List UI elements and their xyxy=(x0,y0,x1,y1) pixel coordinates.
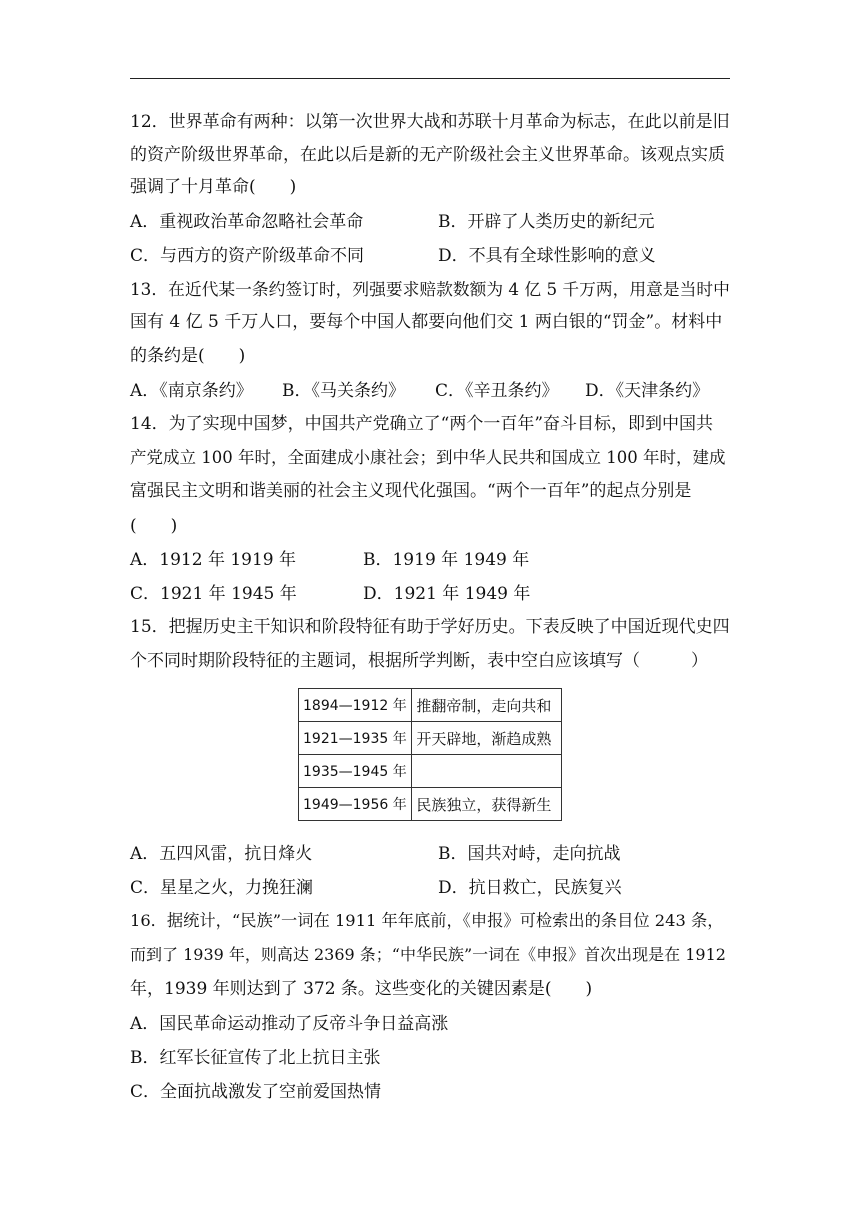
question-13-option-d[interactable]: D．《天津条约》 xyxy=(585,381,710,401)
question-12-option-d[interactable]: D．不具有全球性影响的意义 xyxy=(438,246,656,266)
table-cell-theme: 民族独立，获得新生 xyxy=(412,788,562,821)
question-13-option-c[interactable]: C．《辛丑条约》 xyxy=(435,381,559,401)
question-15-line-2: 个不同时期阶段特征的主题词，根据所学判断，表中空白应该填写（ ） xyxy=(130,651,708,671)
question-14-line-1: 14．为了实现中国梦，中国共产党确立了“两个一百年”奋斗目标，即到中国共 xyxy=(130,414,714,434)
question-15-option-a[interactable]: A．五四风雷，抗日烽火 xyxy=(130,844,313,864)
question-14-option-c[interactable]: C．1921 年 1945 年 xyxy=(130,584,297,604)
table-row xyxy=(299,788,562,821)
question-14-option-b[interactable]: B．1919 年 1949 年 xyxy=(363,550,530,570)
question-16-line-3: 年，1939 年则达到了 372 条。这些变化的关键因素是( ) xyxy=(130,979,593,999)
table-cell-blank xyxy=(412,755,562,788)
table-cell-period: 1949—1956 年 xyxy=(299,788,412,821)
question-15-line-1: 15．把握历史主干知识和阶段特征有助于学好历史。下表反映了中国近现代史四 xyxy=(130,617,730,637)
question-16-option-a[interactable]: A．国民革命运动推动了反帝斗争日益高涨 xyxy=(130,1014,449,1034)
question-12-line-3: 强调了十月革命( ) xyxy=(130,177,297,197)
question-14-line-2: 产党成立 100 年时，全面建成小康社会；到中华人民共和国成立 100 年时，建成 xyxy=(130,448,726,467)
table-cell-theme: 开天辟地，渐趋成熟 xyxy=(412,722,562,755)
question-15-option-d[interactable]: D．抗日救亡，民族复兴 xyxy=(438,878,622,898)
table-cell-period: 1894—1912 年 xyxy=(299,689,412,722)
period-theme-table xyxy=(298,688,562,821)
table-row xyxy=(299,755,562,788)
table-row xyxy=(299,689,562,722)
question-12-option-b[interactable]: B．开辟了人类历史的新纪元 xyxy=(438,212,655,232)
question-16-line-2: 而到了 1939 年，则高达 2369 条；“中华民族”一词在《申报》首次出现是在 1912 xyxy=(130,945,726,964)
question-13-line-1: 13．在近代某一条约签订时，列强要求赔款数额为 4 亿 5 千万两，用意是当时中 xyxy=(130,279,730,299)
question-15-option-b[interactable]: B．国共对峙，走向抗战 xyxy=(438,844,621,864)
question-16-line-1: 16．据统计，“民族”一词在 1911 年年底前，《申报》可检索出的条目位 243 条， xyxy=(130,911,724,930)
table-row xyxy=(299,722,562,755)
header-rule xyxy=(130,78,730,79)
question-12-option-a[interactable]: A．重视政治革命忽略社会革命 xyxy=(130,212,364,232)
question-12-option-c[interactable]: C．与西方的资产阶级革命不同 xyxy=(130,246,365,266)
table-cell-period: 1935—1945 年 xyxy=(299,755,412,788)
question-13-line-2: 国有 4 亿 5 千万人口，要每个中国人都要向他们交 1 两白银的“罚金”。材料中 xyxy=(130,312,723,332)
question-15-option-c[interactable]: C．星星之火，力挽狂澜 xyxy=(130,878,314,898)
question-13-option-b[interactable]: B．《马关条约》 xyxy=(282,381,405,401)
question-14-option-a[interactable]: A．1912 年 1919 年 xyxy=(130,550,297,570)
question-13-option-a[interactable]: A．《南京条约》 xyxy=(130,381,253,401)
question-16-option-b[interactable]: B．红军长征宣传了北上抗日主张 xyxy=(130,1048,381,1068)
question-14-line-4: ( ) xyxy=(130,516,178,536)
question-16-option-c[interactable]: C．全面抗战激发了空前爱国热情 xyxy=(130,1082,382,1102)
question-14-line-3: 富强民主文明和谐美丽的社会主义现代化强国。“两个一百年”的起点分别是 xyxy=(130,481,692,501)
table-cell-period: 1921—1935 年 xyxy=(299,722,412,755)
question-14-option-d[interactable]: D．1921 年 1949 年 xyxy=(363,584,531,604)
question-12-line-1: 12．世界革命有两种：以第一次世界大战和苏联十月革命为标志，在此以前是旧 xyxy=(130,112,730,132)
question-12-line-2: 的资产阶级世界革命，在此以后是新的无产阶级社会主义世界革命。该观点实质 xyxy=(130,145,725,165)
table-cell-theme: 推翻帝制，走向共和 xyxy=(412,689,562,722)
question-13-line-3: 的条约是( ) xyxy=(130,346,246,366)
